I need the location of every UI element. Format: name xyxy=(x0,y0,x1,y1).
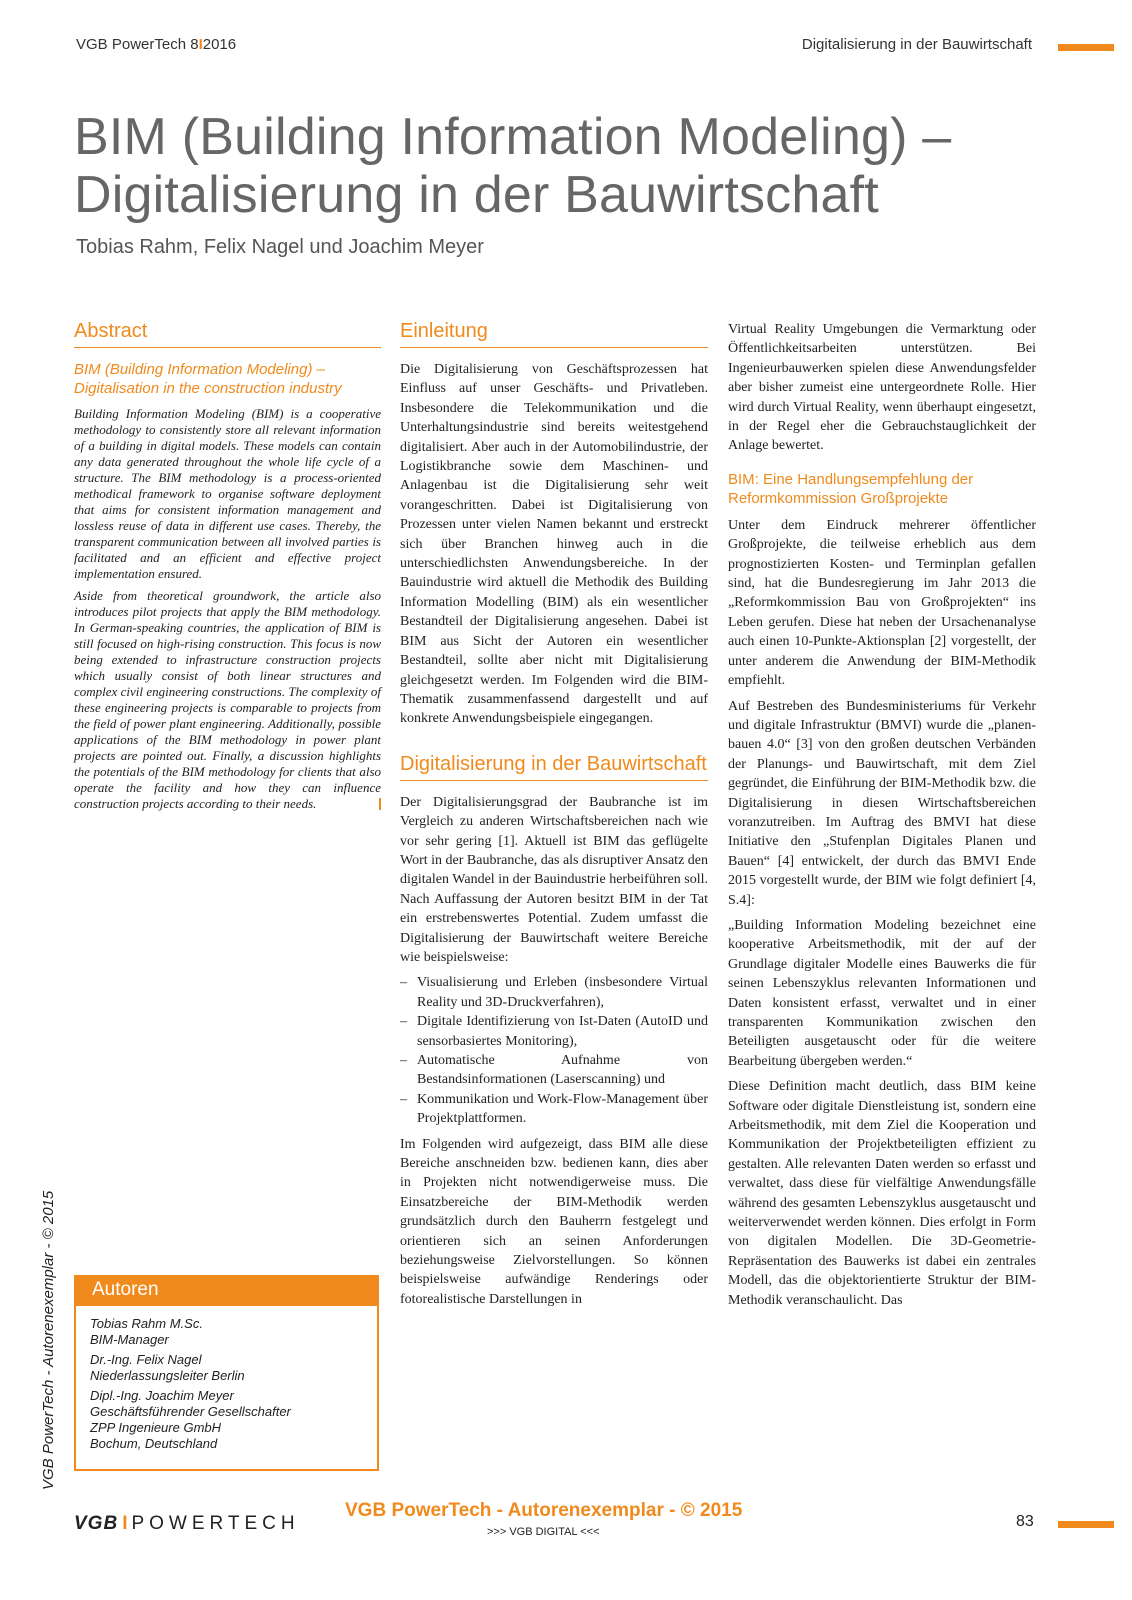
author-entry xyxy=(90,1388,363,1452)
authors-box xyxy=(74,1275,379,1471)
author-name: Tobias Rahm M.Sc. xyxy=(90,1316,203,1331)
digitalization-paragraph-2: Im Folgenden wird aufgezeigt, dass BIM alle diese Bereiche anschneiden bzw. bedienen kann, dies aber in Projekten nicht notwendigerweise muss. Die Einsatzbereiche der BIM-Methodik werden grundsätzlich durch den Bauherrn festgelegt und orientieren sich an seinen Anforderungen beziehungsweise Zielvorstellungen. So können beispielsweise aufwändige Renderings oder fotorealistische Darstellungen in xyxy=(400,1136,708,1307)
author-role: BIM-Manager xyxy=(90,1332,169,1347)
header-separator: I xyxy=(198,36,203,53)
footer-accent-bar xyxy=(1058,1521,1114,1528)
author-role: Niederlassungsleiter Berlin xyxy=(90,1368,245,1383)
logo-powertech: POWERTECH xyxy=(131,1513,300,1534)
end-mark xyxy=(379,798,381,810)
article-authors: Tobias Rahm, Felix Nagel und Joachim Meyer xyxy=(76,236,484,258)
reform-commission-subheading: BIM: Eine Handlungsempfehlung der Reformkommission Großprojekte xyxy=(728,470,974,507)
abstract-column xyxy=(74,320,381,818)
author-name: Dr.-Ing. Felix Nagel xyxy=(90,1352,202,1367)
introduction-paragraph: Die Digitalisierung von Geschäftsprozessen hat Einfluss auf unser Geschäfts- und Privatleben. Insbesondere die Telekommunikation und die Unterhaltungsindustrie sind bereits weitestgehend digitalisiert. Aber auch in der Automobilindustrie, der Logistikbranche sowie dem Maschinen- und Anlagenbau ist die Digitalisierung sehr weit vorangeschritten. Dabei ist Digitalisierung von Prozessen unter vielen Namen bekannt und erstreckt sich über Branchen hinweg auch in die unterschiedlichsten Anwendungsbereiche. In der Bauindustrie wird aktuell die Methodik des Building Information Modelling (BIM) als ein wesentlicher Bestandteil der Digitalisierung angesehen. Dabei ist BIM aus Sicht der Autoren ein wesentlicher Bestandteil, sollte aber nicht mit Digitalisierung gleichgesetzt werden. Im Folgenden wird die BIM-Thematik zusammenfassend dargestellt und auf konkrete Anwendungsbeispiele eingegangen. xyxy=(400,362,708,727)
author-role: Geschäftsführender Gesellschafter xyxy=(90,1404,291,1419)
author-entry xyxy=(90,1316,363,1348)
digitalization-paragraph-1: Der Digitalisierungsgrad der Baubranche ist im Vergleich zu anderen Wirtschaftsbereichen nach wie vor sehr gering [1]. Aktuell ist BIM das geflügelte Wort in der Baubranche, das als disruptiver Ansatz den digitalen Wandel in der Bauindustrie herbeiführen soll. Nach Auffassung der Autoren besitzt BIM in der Tat ein erstrebenswertes Potential. Zudem umfasst die Digitalisierung der Bauwirtschaft weitere Bereiche wie beispielsweise: xyxy=(400,794,708,965)
digitalization-list xyxy=(400,973,708,1128)
journal-name: VGB PowerTech 8 xyxy=(76,36,199,53)
article-title xyxy=(74,108,1074,224)
logo-vgb: VGB xyxy=(74,1513,119,1534)
author-company: ZPP Ingenieure GmbH xyxy=(90,1420,222,1435)
title-line-1: BIM (Building Information Modeling) – xyxy=(74,108,952,166)
list-item: – Kommunikation und Work-Flow-Management über Projektplattformen. xyxy=(400,1090,708,1129)
authors-box-heading: Autoren xyxy=(76,1277,377,1306)
body-column-2 xyxy=(400,320,708,1315)
reform-paragraph-4: Diese Definition macht deutlich, dass BIM keine Software oder digitale Dienstleistung ist, sondern eine Arbeitsmethodik, mit dem Ziel die Kooperation und Kommunikation der Projektbeteiligten effizient zu gestalten. Alle relevanten Daten werden so erfasst und verwaltet, dass diese für vielfältige Anwendungsfälle während des gesamten Lebenszyklus ausgetauscht und weiterverwendet werden können. Dies erfolgt in Form von digitalen Modellen. Die 3D-Geometrie-Repräsentation des Bauwerks ist dabei ein zentrales Modell, das die objektorientierte Struktur der BIM-Methodik veranschaulicht. Das xyxy=(728,1079,1036,1308)
running-header-journal xyxy=(76,36,236,53)
vgb-powertech-logo xyxy=(74,1513,300,1535)
abstract-paragraph-2: Aside from theoretical groundwork, the article also introduces pilot projects that apply the BIM methodology. In German-speaking countries, the application of BIM is still focused on high-rising construction. This focus is now being extended to infrastructure construction projects which usually consist of both linear structures and complex civil engineering constructions. The complexity of these engineering projects is comparable to projects from the field of power plant engineering. Additionally, possible applications of the BIM methodology in power plant projects are pointed out. Finally, a discussion highlights the potentials of the BIM methodology for clients that also operate the facility and how they can influence construction projects according to their needs. xyxy=(74,588,381,811)
author-name: Dipl.-Ing. Joachim Meyer xyxy=(90,1388,234,1403)
reform-paragraph-2: Auf Bestreben des Bundesministeriums für Verkehr und digitale Infrastruktur (BMVI) wurde die „planen-bauen 4.0“ [3] von den großen deutschen Verbänden der Planungs- und Bauwirtschaft, mit dem Ziel gegründet, die Einführung der BIM-Methodik bzw. die Digitalisierung in diesen Wirtschaftsbereichen voranzutreiben. Im Auftrag des BMVI hat diese Initiative den „Stufenplan Digitales Planen und Bauen“ [4] entwickelt, der durch das BMVI Ende 2015 vorgestellt wurde, der BIM wie folgt definiert [4, S.4]: xyxy=(728,698,1036,908)
author-location: Bochum, Deutschland xyxy=(90,1436,218,1451)
list-item: – Digitale Identifizierung von Ist-Daten (AutoID und sensorbasiertes Monitoring), xyxy=(400,1012,708,1051)
continued-paragraph: Virtual Reality Umgebungen die Vermarktung oder Öffentlichkeitsarbeiten unterstützen. Bei Ingenieurbauwerken spielen diese Anwendungsfelder aber bisher zumeist eine untergeordnete Rolle. Hier wird durch Virtual Reality, wenn überhaupt eingesetzt, in der Regel eher die Gebrauchstauglichkeit der Anlage bewertet. xyxy=(728,322,1036,454)
footer-copyright-notice: VGB PowerTech - Autorenexemplar - © 2015 xyxy=(345,1500,743,1521)
list-item: – Visualisierung und Erleben (insbesondere Virtual Reality und 3D-Druckverfahren), xyxy=(400,973,708,1012)
reform-paragraph-1: Unter dem Eindruck mehrerer öffentlicher Großprojekte, die teilweise erheblich aus dem prognostizierten Kosten- und Terminplan gefallen sind, hat die Bundesregierung im Jahr 2013 die „Reformkommission Bau von Großprojekten“ ins Leben gerufen. Diese hat neben der Ursachenanalyse auch einen 10-Punkte-Aktionsplan [2] vorgestellt, der unter anderem die Anwendung der BIM-Methodik empfiehlt. xyxy=(728,517,1036,689)
running-header-section: Digitalisierung in der Bauwirtschaft xyxy=(801,36,1032,53)
list-item: – Automatische Aufnahme von Bestandsinformationen (Laserscanning) und xyxy=(400,1051,708,1090)
bim-definition-quote: „Building Information Modeling bezeichnet eine kooperative Arbeitsmethodik, mit der auf der Grundlage digitaler Modelle eines Bauwerks die für seinen Lebenszyklus relevanten Informationen und Daten konsistent erfasst, verwaltet und in einer transparenten Kommunikation zwischen den Beteiligten ausgetauscht oder für die weitere Bearbeitung übergeben werden.“ xyxy=(728,917,1036,1069)
digitalization-heading: Digitalisierung in der Bauwirtschaft xyxy=(400,753,708,781)
header-accent-bar xyxy=(1058,44,1114,51)
body-column-3 xyxy=(728,320,1036,1316)
author-entry xyxy=(90,1352,363,1384)
abstract-heading: Abstract xyxy=(74,320,381,348)
journal-year: 2016 xyxy=(202,36,237,53)
introduction-heading: Einleitung xyxy=(400,320,708,348)
authors-list xyxy=(76,1306,377,1452)
abstract-paragraph-1: Building Information Modeling (BIM) is a cooperative methodology to consistently store all relevant information of a building in digital models. These models can contain any data generated throughout the whole life cycle of a structure. The BIM methodology is a process-oriented methodical framework to organise software deployment that aims for consistent information management and lossless reuse of data in different use cases. Thereby, the transparent communication between all involved parties is facilitated and an efficient and effective project implementation ensured. xyxy=(74,406,381,581)
side-copyright-notice: VGB PowerTech - Autorenexemplar - © 2015 xyxy=(40,1190,57,1490)
logo-separator: I xyxy=(122,1513,128,1534)
page-number: 83 xyxy=(1016,1513,1034,1530)
abstract-subtitle: BIM (Building Information Modeling) – Digitalisation in the construction industry xyxy=(74,361,342,397)
title-line-2: Digitalisierung in der Bauwirtschaft xyxy=(74,166,879,224)
footer-digital-label: >>> VGB DIGITAL <<< xyxy=(487,1526,600,1538)
